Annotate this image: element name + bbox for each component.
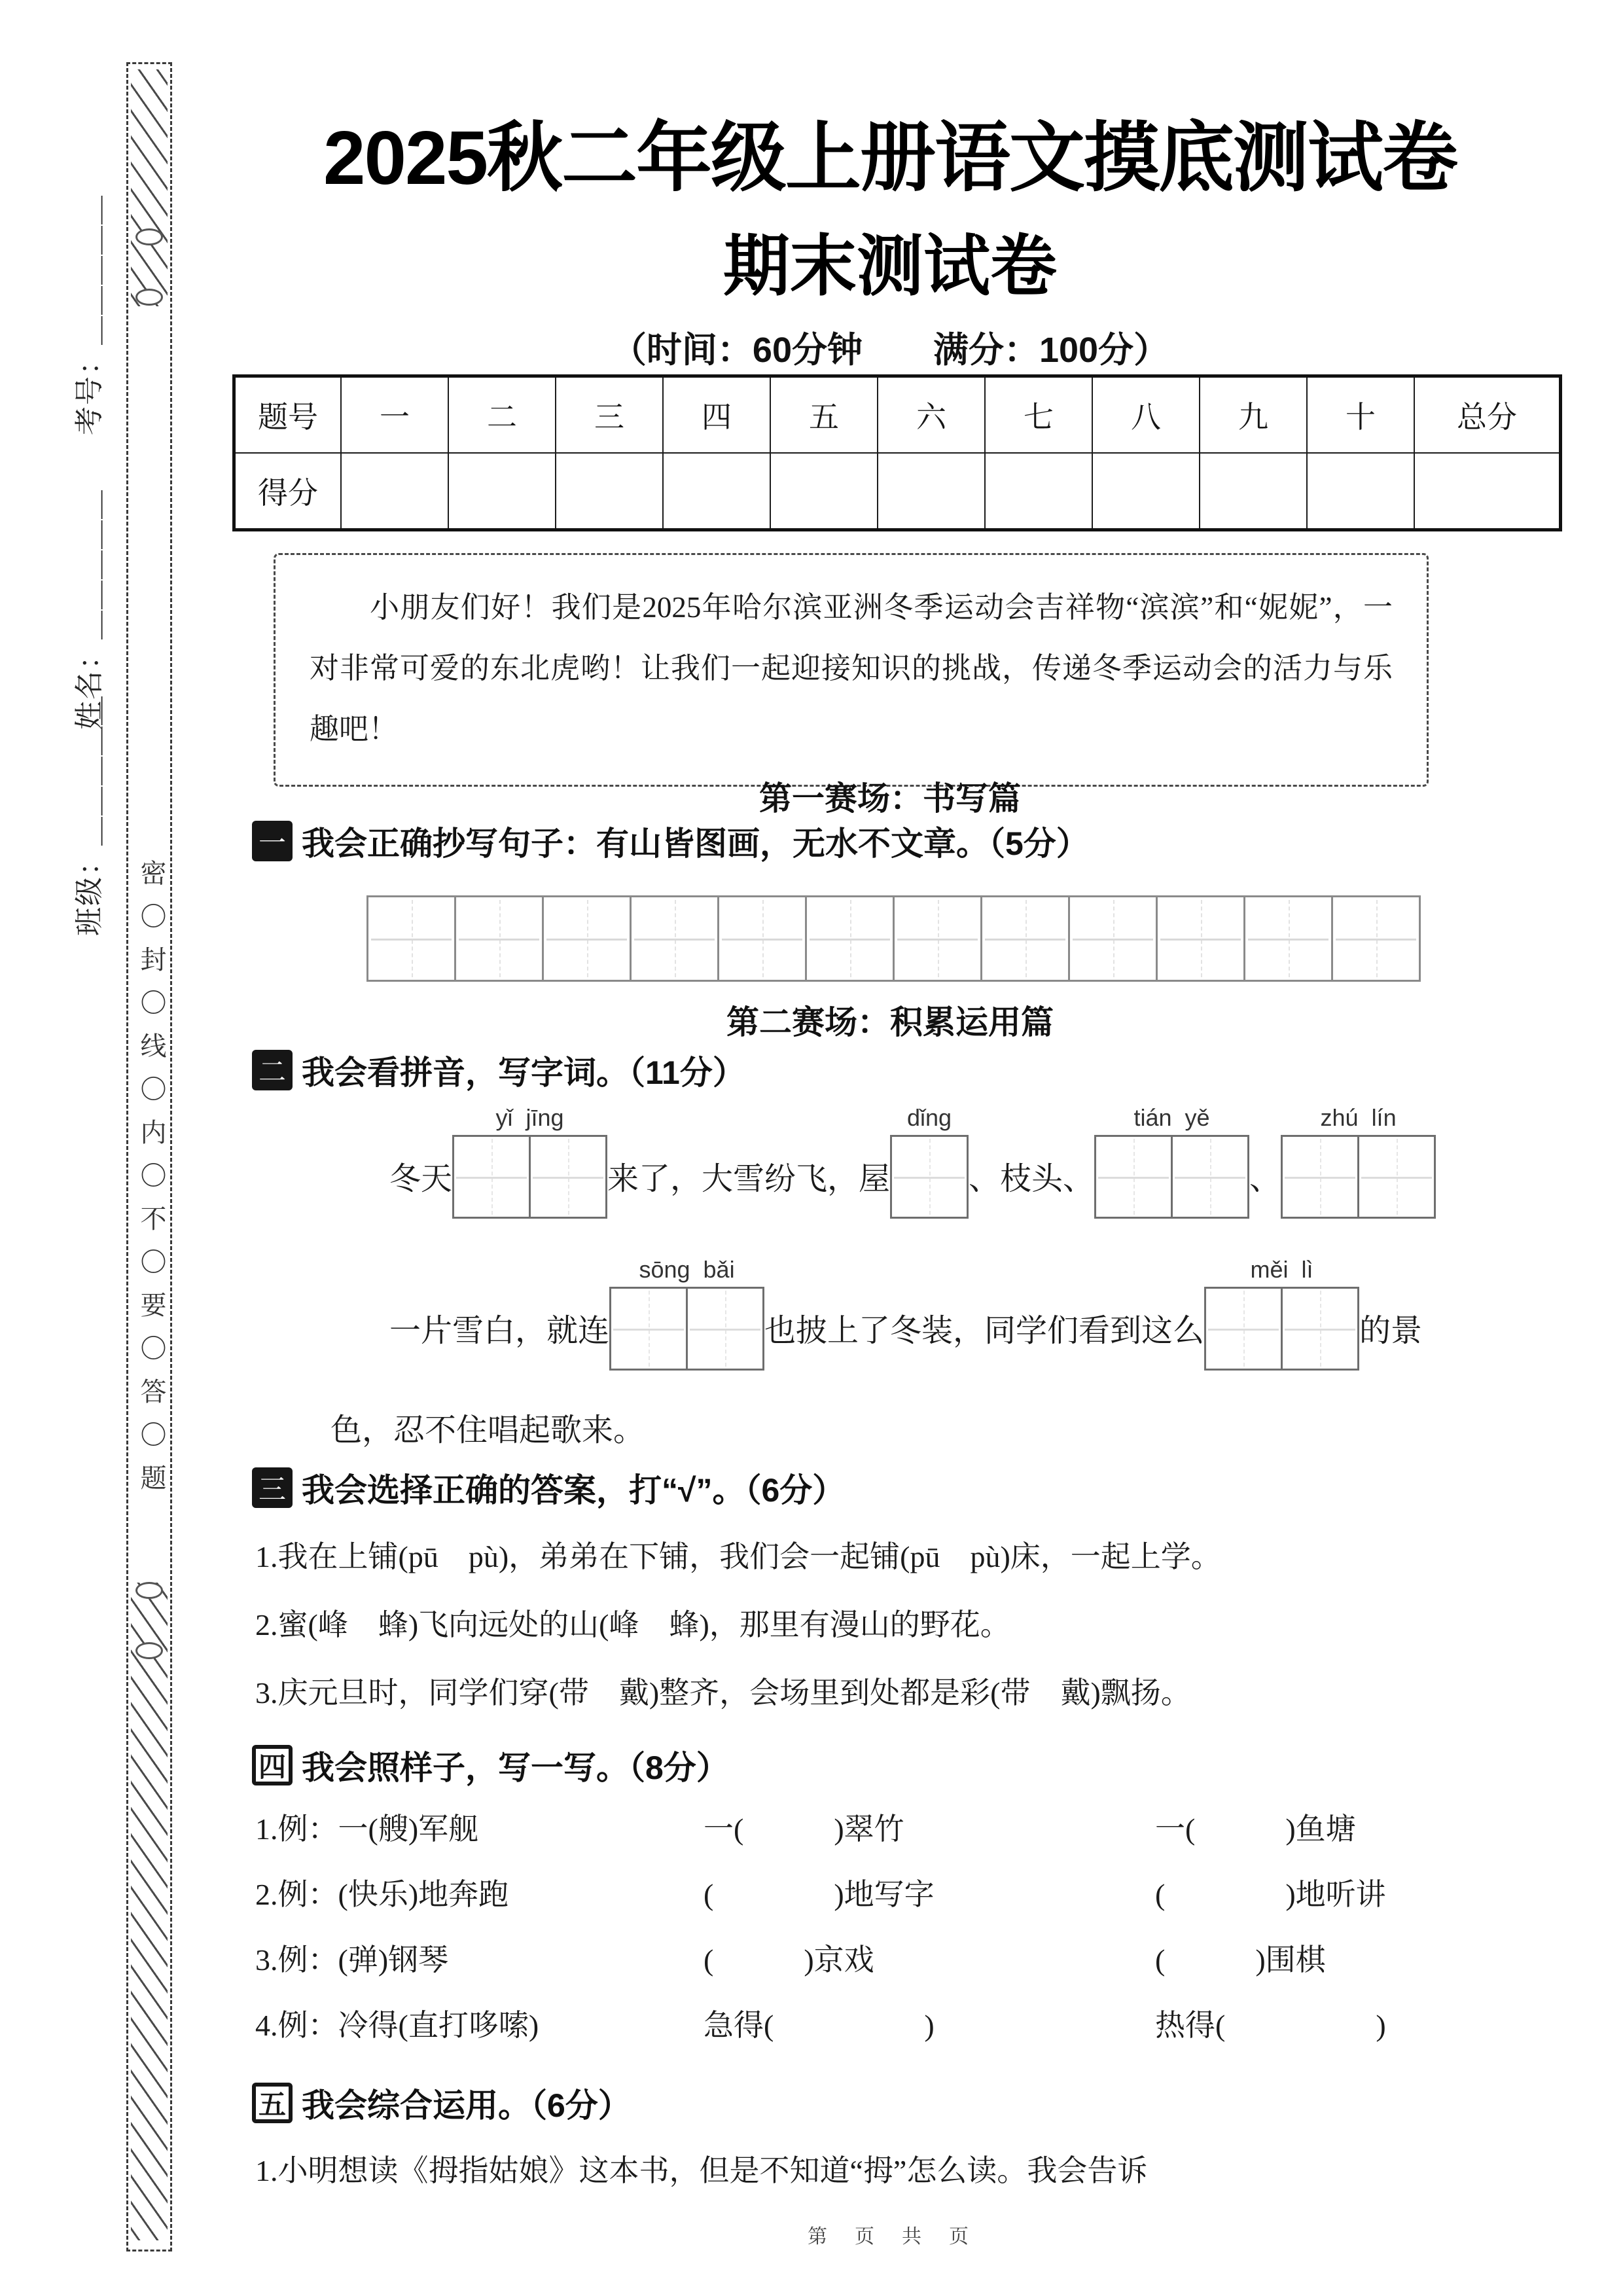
exam-info: （时间：60分钟 满分：100分） [611, 331, 1169, 370]
score-header-cell: 五 [770, 376, 878, 454]
pinyin-label: tián yě [1133, 1104, 1210, 1131]
q2-sentence-line-3: 色，忍不住唱起歌来。 [330, 1413, 645, 1448]
answer-cells [452, 1135, 607, 1219]
q2-text-part: 、枝头、 [969, 1162, 1095, 1196]
q4-row [255, 1880, 1544, 1910]
writing-grid-cell [805, 895, 895, 982]
q4-example: 3.例：(弹)钢琴 [255, 1943, 449, 1977]
q3-item: 1.我在上铺(pū pù)，弟弟在下铺，我们会一起铺(pū pù)床，一起上学。 [255, 1540, 1221, 1573]
writing-grid-cell [454, 895, 544, 982]
question-1-heading [252, 819, 1089, 863]
q3-item: 3.庆元旦时，同学们穿(带 戴)整齐，会场里到处都是彩(带 戴)飘扬。 [255, 1676, 1191, 1710]
score-table-score-row [234, 453, 1561, 530]
score-input-cell [878, 453, 985, 530]
q2-text-part: 、 [1249, 1162, 1281, 1196]
write-cell [609, 1287, 688, 1371]
seal-label-class: 班级：＿＿＿＿＿ [73, 695, 105, 936]
q4-number-icon: 四 [252, 1745, 293, 1785]
score-input-cell [341, 453, 448, 530]
pinyin-label: zhú lín [1320, 1104, 1397, 1131]
q2-title: 我会看拼音，写字词。（11分） [302, 1054, 745, 1091]
q5-title: 我会综合运用。（6分） [302, 2087, 631, 2124]
score-table [232, 374, 1562, 531]
score-input-cell [1414, 453, 1561, 530]
q5-item-list [255, 2153, 1548, 2221]
score-header-cell: 八 [1092, 376, 1200, 454]
score-input-cell [985, 453, 1092, 530]
write-cell [890, 1135, 969, 1219]
q4-blank: ( )围棋 [1155, 1943, 1326, 1977]
seal-label-student-name: 姓名：＿＿＿＿＿ [73, 489, 105, 730]
pinyin-label: dǐng [907, 1104, 952, 1131]
seal-circle [135, 1642, 163, 1659]
q1-number-icon: 一 [252, 821, 293, 861]
writing-grid-cell [1331, 895, 1421, 982]
question-2-heading [252, 1049, 745, 1092]
page-footer: 第 页 共 页 [808, 2226, 972, 2248]
score-header-cell: 一 [341, 376, 448, 454]
question-3-heading [252, 1466, 845, 1509]
writing-grid-cell [1068, 895, 1158, 982]
question-5-heading [252, 2081, 631, 2125]
seal-circle [135, 289, 163, 306]
q3-number-icon: 三 [252, 1467, 293, 1508]
score-header-cell: 总分 [1414, 376, 1561, 454]
pinyin-label: sōng bǎi [639, 1256, 735, 1283]
q4-row [255, 1814, 1544, 1844]
q1-title: 我会正确抄写句子：有山皆图画，无水不文章。（5分） [302, 825, 1089, 862]
score-input-cell [1200, 453, 1307, 530]
q3-item-list [255, 1539, 1221, 1744]
q4-blank: 一( )翠竹 [704, 1812, 904, 1846]
score-header-cell: 七 [985, 376, 1092, 454]
q5-item: 1.小明想读《拇指姑娘》这本书，但是不知道“拇”怎么读。我会告诉 [255, 2154, 1148, 2187]
writing-grid-cell [980, 895, 1070, 982]
q3-title: 我会选择正确的答案，打“√”。（6分） [302, 1472, 846, 1509]
score-header-cell: 十 [1307, 376, 1414, 454]
write-cell [1357, 1135, 1436, 1219]
score-header-cell: 三 [556, 376, 663, 454]
page-title: 2025秋二年级上册语文摸底测试卷 [323, 115, 1457, 200]
q4-blank: 热得( ) [1155, 2009, 1386, 2042]
writing-grid-cell [630, 895, 719, 982]
writing-grid-cell [1243, 895, 1333, 982]
writing-grid-cell [893, 895, 982, 982]
q4-blank: 一( )鱼塘 [1155, 1812, 1356, 1846]
q4-title: 我会照样子，写一写。（8分） [302, 1749, 729, 1786]
q2-text-part: 冬天 [389, 1162, 453, 1196]
answer-cells [1204, 1287, 1359, 1371]
answer-cells [1281, 1135, 1436, 1219]
pinyin-word-box [609, 1255, 764, 1371]
q2-sentence-line-2 [389, 1255, 1422, 1371]
score-header-cell: 题号 [234, 376, 342, 454]
seal-line-strip [126, 62, 172, 2251]
q2-text-part: 来了，大雪纷飞，屋 [607, 1162, 891, 1196]
q4-blank: ( )京戏 [704, 1943, 874, 1977]
section-1-title: 第一赛场：书写篇 [759, 780, 1021, 817]
q4-blank: ( )地写字 [704, 1878, 935, 1911]
score-header-cell: 二 [448, 376, 556, 454]
seal-label-exam-number: 考号：＿＿＿＿＿ [73, 194, 105, 435]
copy-writing-grid [366, 895, 1421, 982]
score-input-cell [448, 453, 556, 530]
q4-example: 1.例：一(艘)军舰 [255, 1812, 479, 1846]
page-subtitle: 期末测试卷 [723, 229, 1057, 304]
score-header-cell: 九 [1200, 376, 1307, 454]
score-header-cell: 四 [663, 376, 770, 454]
pinyin-word-box [890, 1103, 969, 1219]
score-input-cell [1307, 453, 1414, 530]
answer-cells [1094, 1135, 1249, 1219]
q4-blank: ( )地听讲 [1155, 1878, 1386, 1911]
write-cell [452, 1135, 531, 1219]
q2-text-part: 的景 [1359, 1314, 1423, 1348]
q2-sentence-line-1 [389, 1103, 1436, 1219]
seal-line-text: 密〇封〇线〇内〇不〇要〇答〇题 [137, 859, 166, 1507]
q4-row [255, 2011, 1544, 2041]
q4-example: 2.例：(快乐)地奔跑 [255, 1878, 509, 1911]
pinyin-word-box [452, 1103, 607, 1219]
q4-example: 4.例：冷得(直打哆嗦) [255, 2009, 539, 2042]
writing-grid-cell [542, 895, 632, 982]
write-cell [686, 1287, 764, 1371]
pinyin-word-box [1094, 1103, 1249, 1219]
q4-row-list [255, 1814, 1544, 2076]
score-input-cell [663, 453, 770, 530]
write-cell [1204, 1287, 1283, 1371]
main-content [232, 0, 1548, 2296]
section-2-title: 第二赛场：积累运用篇 [726, 1004, 1054, 1041]
score-input-cell [1092, 453, 1200, 530]
write-cell [1094, 1135, 1173, 1219]
score-header-cell: 六 [878, 376, 985, 454]
writing-grid-cell [1156, 895, 1245, 982]
write-cell [1171, 1135, 1249, 1219]
greeting-text: 小朋友们好！我们是2025年哈尔滨亚洲冬季运动会吉祥物“滨滨”和“妮妮”，一对非常可爱的东北虎哟！让我们一起迎接知识的挑战，传递冬季运动会的活力与乐趣吧！ [310, 591, 1393, 745]
pinyin-word-box [1204, 1255, 1359, 1371]
write-cell [529, 1135, 607, 1219]
seal-circle [135, 228, 163, 245]
score-input-cell [556, 453, 663, 530]
answer-cells [609, 1287, 764, 1371]
q2-text-part: 一片雪白，就连 [389, 1314, 610, 1348]
write-cell [1281, 1287, 1359, 1371]
writing-grid-cell [717, 895, 807, 982]
q2-number-icon: 二 [252, 1050, 293, 1090]
q3-item: 2.蜜(峰 蜂)飞向远处的山(峰 蜂)，那里有漫山的野花。 [255, 1608, 1010, 1641]
pinyin-label: měi lì [1250, 1256, 1313, 1283]
seal-hatch-top [131, 69, 168, 306]
pinyin-word-box [1281, 1103, 1436, 1219]
q4-blank: 急得( ) [704, 2009, 935, 2042]
writing-grid-cell [366, 895, 456, 982]
score-label-cell: 得分 [234, 453, 342, 530]
q4-row [255, 1945, 1544, 1975]
write-cell [1281, 1135, 1359, 1219]
q2-text-part: 也披上了冬装，同学们看到这么 [764, 1314, 1205, 1348]
q5-number-icon: 五 [252, 2083, 293, 2123]
pinyin-label: yǐ jīng [495, 1104, 564, 1131]
score-table-header-row [234, 376, 1561, 454]
greeting-box [274, 553, 1429, 787]
question-4-heading [252, 1744, 729, 1787]
score-input-cell [770, 453, 878, 530]
seal-hatch-bottom [131, 1583, 168, 2240]
answer-cells [890, 1135, 969, 1219]
